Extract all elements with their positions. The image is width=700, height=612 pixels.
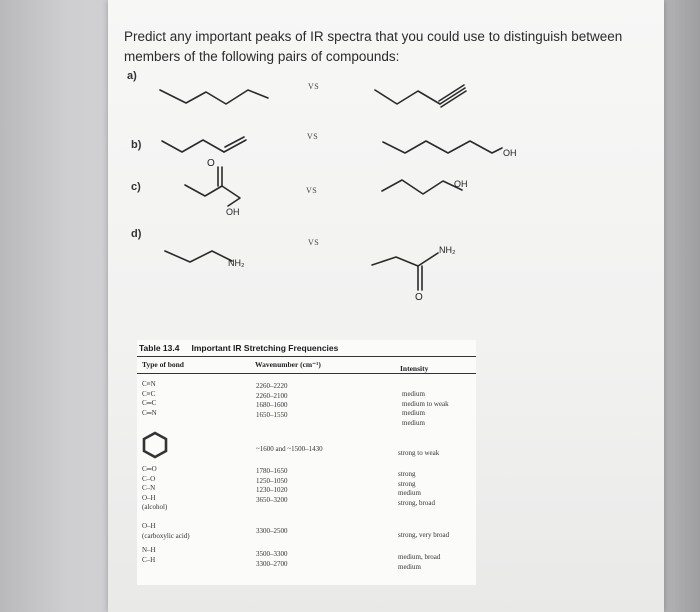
molecule-a-right	[375, 85, 466, 107]
group1-wavenumbers: 2260–2220 2260–2100 1680–1600 1650–1550	[256, 382, 288, 419]
molecule-a-left	[160, 90, 268, 104]
group3-bonds: O–H (carboxylic acid)	[142, 522, 190, 540]
group4-intensities: medium, broad medium	[398, 553, 441, 571]
b-right-oh-label: OH	[503, 148, 517, 158]
aromatic-wavenumber: ~1600 and ~1500–1430	[256, 445, 323, 453]
group1-intensities: medium medium to weak medium medium	[402, 390, 449, 427]
group4-wavenumbers: 3500–3300 3300–2700	[256, 550, 288, 568]
molecule-b-right	[383, 141, 517, 158]
table-title	[139, 343, 338, 353]
c-left-oh-label: OH	[226, 207, 240, 217]
molecule-c-right	[382, 179, 468, 194]
molecule-d-left	[165, 251, 245, 268]
question-text: Predict any important peaks of IR spectra that you could use to distinguish between members of the following pairs of compounds:	[124, 29, 623, 64]
group3-wavenumber: 3300–2500	[256, 527, 288, 535]
d-right-o-label: O	[415, 292, 423, 303]
header-wavenumber: Wavenumber (cm⁻¹)	[255, 360, 321, 369]
ir-frequency-table	[137, 340, 476, 585]
c-right-oh-label: OH	[454, 179, 468, 189]
table-header-row	[137, 356, 476, 374]
molecule-b-left	[162, 137, 246, 152]
part-a-label: a)	[127, 70, 137, 82]
table-number: Table 13.4	[139, 343, 180, 353]
header-intensity: Intensity	[400, 364, 429, 373]
vs-label-a: VS	[308, 82, 320, 91]
group3-intensity: strong, very broad	[398, 531, 450, 539]
molecule-d-right	[372, 245, 456, 303]
benzene-ring-icon	[141, 431, 169, 459]
vs-label-d: VS	[308, 238, 320, 247]
vs-label-c: VS	[306, 186, 318, 195]
aromatic-intensity: strong to weak	[398, 449, 440, 457]
molecule-c-left	[185, 158, 240, 217]
part-d-label: d)	[131, 228, 142, 240]
group4-bonds: N–H C–H	[142, 546, 156, 564]
group2-bonds: C═O C–O C–N O–H (alcohol)	[142, 465, 168, 511]
c-left-o-label: O	[207, 158, 215, 169]
part-b-label: b)	[131, 139, 142, 151]
d-right-nh2-label: NH₂	[439, 245, 456, 255]
d-left-nh2-label: NH₂	[228, 258, 245, 268]
group2-intensities: strong strong medium strong, broad	[398, 470, 435, 507]
header-type-of-bond: Type of bond	[142, 360, 184, 369]
group2-wavenumbers: 1780–1650 1250–1050 1230–1020 3650–3200	[256, 467, 288, 504]
table-subtitle: Important IR Stretching Frequencies	[191, 343, 339, 353]
vs-label-b: VS	[307, 132, 319, 141]
group1-bonds: C≡N C≡C C═C C═N	[142, 380, 157, 417]
part-c-label: c)	[131, 181, 141, 193]
